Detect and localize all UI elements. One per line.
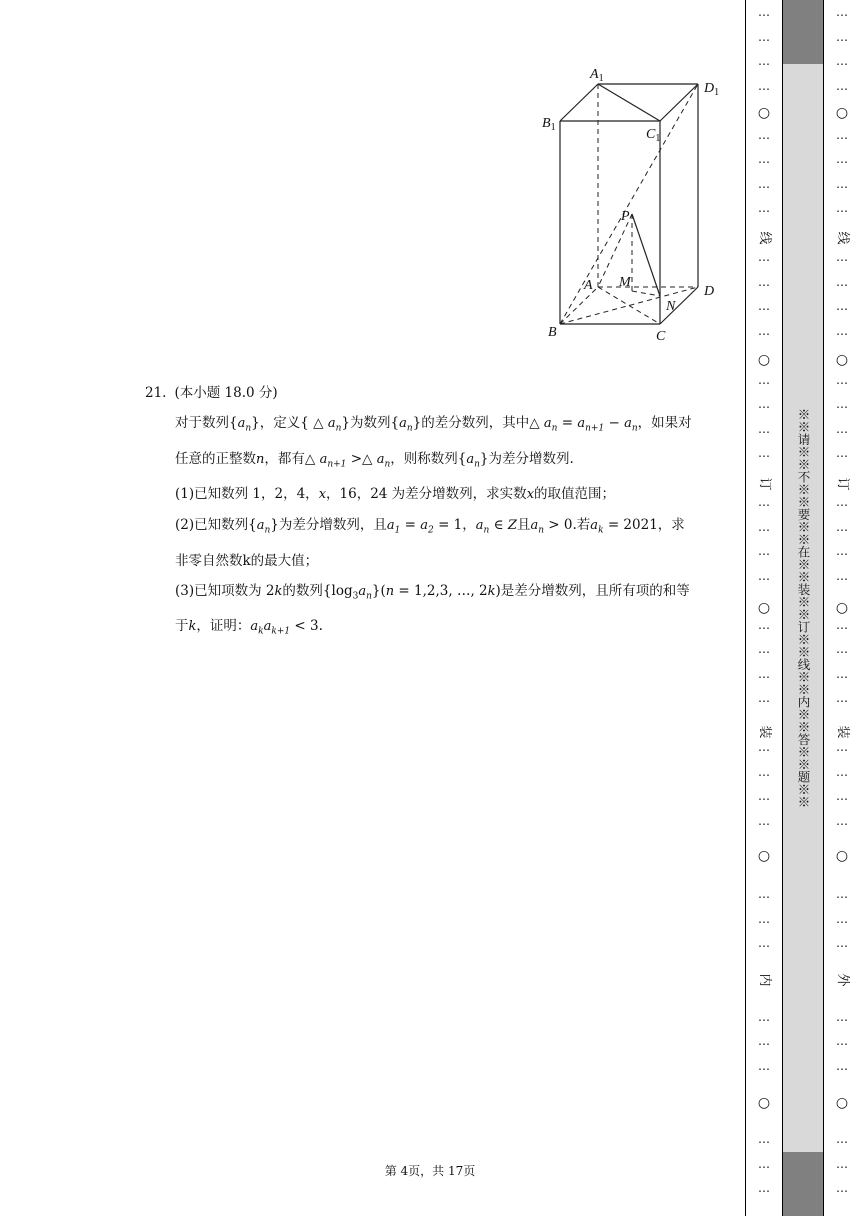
outer-dot: … [836,936,848,950]
outer-dot: … [836,1009,848,1024]
outer-char-1: 订 [835,477,850,491]
outer-dot: … [836,740,848,754]
outer-dot: … [836,446,848,460]
inner-dot: … [758,691,770,705]
outer-dot: … [836,152,848,166]
outer-dot: … [836,397,848,411]
problem-part-1: (1)已知数列 1，2，4，x，16，24 为差分增数列，求实数x的取值范围； [175,486,616,503]
outer-dot: … [836,176,848,191]
inner-dot: … [758,887,770,901]
inner-dot: … [758,764,770,779]
inner-circle-mark: ○ [757,600,771,616]
binding-dark-block-top [783,0,823,64]
outer-dot: … [836,544,848,558]
label-a: A [584,278,593,293]
outer-circle-mark: ○ [835,352,849,368]
outer-dot: … [836,5,848,19]
inner-dot: … [758,299,770,313]
label-c1: $C_1$ [646,127,661,144]
inner-circle-mark: ○ [757,105,771,121]
inner-dot: … [758,127,770,142]
inner-dot: … [758,201,770,215]
problem-header [145,378,725,408]
label-n: N [666,299,676,314]
outer-dot: … [836,764,848,779]
inner-circle-mark: ○ [757,1095,771,1111]
problem-part-3-cont: 于k，证明：$a_ka_{k+1} < 3$. [175,618,323,638]
diagonal-ac-hidden [598,287,660,324]
inner-dot: … [758,519,770,534]
outer-dot: … [836,323,848,338]
outer-dot: … [836,911,848,926]
outer-char-0: 线 [835,231,850,245]
inner-dot: … [758,323,770,338]
outer-dot: … [836,78,848,93]
inner-dot: … [758,78,770,93]
inner-dot: … [758,911,770,926]
problem-part-2-cont: 非零自然数k的最大值； [175,552,319,569]
inner-circle-mark: ○ [757,352,771,368]
inner-char-3: 内 [757,973,772,987]
outer-dot: … [836,201,848,215]
outer-dot: … [836,1181,848,1195]
binding-warning-text: ※※请※※不※※要※※在※※装※※订※※线※※内※※答※※题※※ [796,408,811,808]
outer-dot: … [836,250,848,264]
inner-dot: … [758,544,770,558]
binding-inner-column [745,0,783,1216]
problem-21 [145,378,725,647]
label-p: P [621,209,630,224]
inner-dot: … [758,813,770,828]
binding-dark-block-bottom [783,1152,823,1216]
inner-dot: … [758,740,770,754]
inner-dot: … [758,789,770,803]
label-d1: $D_1$ [704,81,720,98]
outer-dot: … [836,127,848,142]
inner-dot: … [758,372,770,387]
inner-char-2: 装 [757,725,772,739]
outer-dot: … [836,29,848,44]
segment-mn-hidden [632,291,660,296]
edge-a1b1 [560,84,598,121]
outer-dot: … [836,519,848,534]
page-footer: 第 4页，共 17页 [384,1164,476,1178]
edge-c1d1 [660,84,698,121]
inner-dot: … [758,397,770,411]
outer-circle-mark: ○ [835,105,849,121]
outer-dot: … [836,54,848,68]
outer-circle-mark: ○ [835,1095,849,1111]
outer-dot: … [836,1132,848,1146]
label-c: C [656,329,666,344]
outer-char-2: 装 [835,725,850,739]
problem-line-1: 对于数列$\{a_n\}$，定义{ △ $a_n$}为数列$\{a_n\}$的差分数列，其中△ $a_n = a_{n+1} - a_n$，如果对 [175,415,692,434]
label-b: B [548,325,557,340]
outer-dot: … [836,1034,848,1048]
inner-dot: … [758,29,770,44]
inner-char-0: 线 [757,231,772,245]
inner-dot: … [758,446,770,460]
label-a1: $A_1$ [590,67,604,84]
segment-pn [632,214,660,296]
binding-margin [745,0,860,1216]
outer-dot: … [836,299,848,313]
outer-dot: … [836,691,848,705]
outer-dot: … [836,1156,848,1171]
outer-circle-mark: ○ [835,600,849,616]
inner-dot: … [758,1009,770,1024]
inner-dot: … [758,152,770,166]
problem-part-2: (2)已知数列$\{a_n\}$为差分增数列，且$a_1 = a_2 = 1$，$a_n$ ∈ Z且$a_n > 0$.若$a_k = 2021$，求 [175,517,685,536]
inner-dot: … [758,642,770,656]
inner-dotted-line [746,0,782,1216]
problem-score: (本小题 18.0 分) [174,385,278,401]
outer-dot: … [836,887,848,901]
outer-dot: … [836,617,848,632]
label-b1: $B_1$ [542,116,556,133]
inner-dot: … [758,936,770,950]
inner-dot: … [758,421,770,436]
label-d: D [704,284,715,299]
inner-circle-mark: ○ [757,848,771,864]
outer-dot: … [836,789,848,803]
inner-dot: … [758,1156,770,1171]
inner-dot: … [758,568,770,583]
geometry-figure [528,62,728,352]
outer-dot: … [836,666,848,681]
inner-dot: … [758,617,770,632]
inner-dot: … [758,1058,770,1073]
binding-outer-column [823,0,860,1216]
outer-circle-mark: ○ [835,848,849,864]
inner-dot: … [758,274,770,289]
outer-dotted-line [824,0,860,1216]
inner-dot: … [758,666,770,681]
inner-dot: … [758,250,770,264]
outer-dot: … [836,568,848,583]
outer-dot: … [836,274,848,289]
inner-dot: … [758,1181,770,1195]
inner-dot: … [758,495,770,509]
problem-number: 21. [145,385,167,401]
outer-dot: … [836,421,848,436]
inner-dot: … [758,5,770,19]
inner-dot: … [758,1132,770,1146]
prism-diagram [528,62,728,352]
outer-dot: … [836,642,848,656]
problem-line-2: 任意的正整数n，都有△ $a_{n+1}$ >△ $a_n$，则称数列$\{a_n\}$为差分增数列. [175,450,574,470]
outer-dot: … [836,1058,848,1073]
problem-part-3: (3)已知项数为 2k的数列$\{\log_3a_n\}(n = 1,2,3$, …, 2k)是差分增数列，且所有项的和等 [175,582,690,602]
inner-dot: … [758,54,770,68]
inner-dot: … [758,176,770,191]
outer-char-3: 外 [835,973,850,987]
outer-dot: … [836,495,848,509]
label-m: M [619,275,631,290]
edge-a1c1 [598,84,660,121]
outer-dot: … [836,372,848,387]
binding-warning-column [783,0,823,1216]
inner-dot: … [758,1034,770,1048]
inner-char-1: 订 [757,477,772,491]
outer-dot: … [836,813,848,828]
